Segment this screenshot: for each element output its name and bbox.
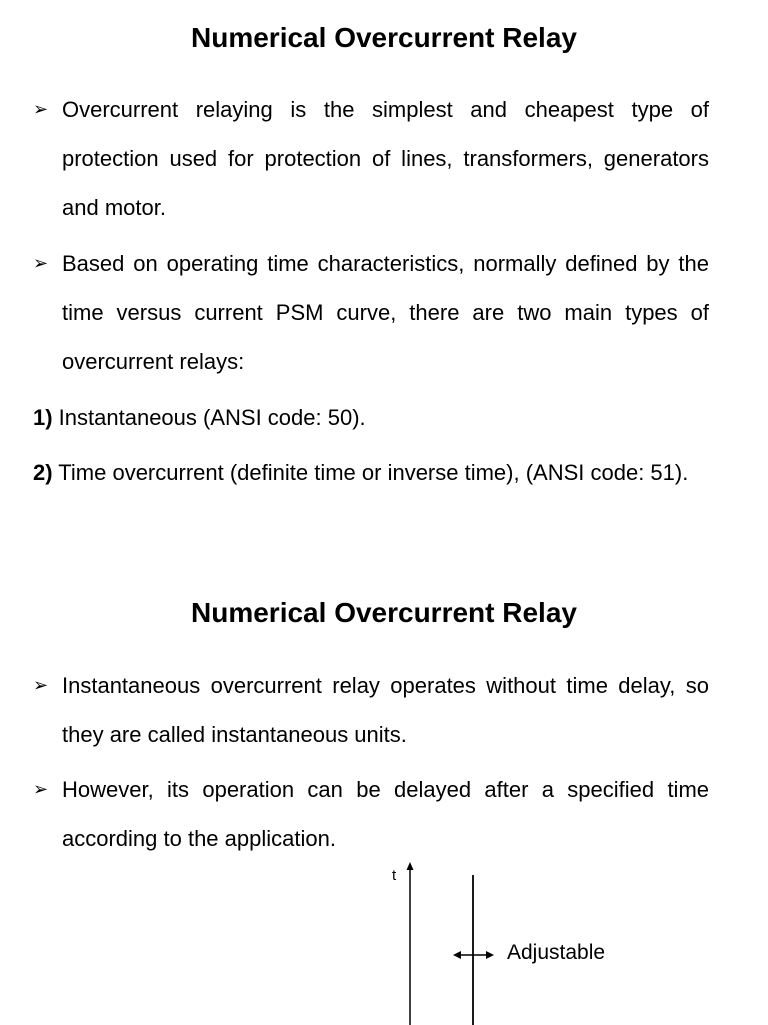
bullet-text: Overcurrent relaying is the simplest and cheapest type of protection used for protection of lines, transformers, generators and motor. bbox=[62, 97, 709, 220]
numbered-item-1 bbox=[33, 393, 709, 442]
section1-bullet-2 bbox=[33, 239, 709, 386]
time-current-diagram bbox=[380, 855, 680, 1025]
bullet-text: However, its operation can be delayed after a specified time according to the application. bbox=[62, 777, 709, 851]
section2-bullet-2 bbox=[33, 765, 709, 863]
section2-title: Numerical Overcurrent Relay bbox=[191, 597, 577, 628]
section1-bullet-1 bbox=[33, 85, 709, 232]
item-text: Time overcurrent (definite time or inverse time), (ANSI code: 51). bbox=[52, 460, 689, 485]
adjustable-label: Adjustable bbox=[507, 941, 606, 964]
bullet-text: Based on operating time characteristics, normally defined by the time versus current PSM curve, there are two main types of overcurrent relays: bbox=[62, 251, 709, 374]
arrow-bullet-icon: ➢ bbox=[33, 675, 49, 695]
time-axis-label: t bbox=[392, 867, 397, 884]
item-text: Instantaneous (ANSI code: 50). bbox=[52, 405, 366, 430]
arrow-bullet-icon: ➢ bbox=[33, 99, 49, 119]
numbered-item-2 bbox=[33, 448, 709, 497]
bullet-text: Instantaneous overcurrent relay operates without time delay, so they are called instantaneous units. bbox=[62, 673, 709, 747]
arrow-bullet-icon: ➢ bbox=[33, 779, 49, 799]
item-number: 1) bbox=[33, 405, 53, 430]
item-number: 2) bbox=[33, 460, 53, 485]
section1-title: Numerical Overcurrent Relay bbox=[191, 22, 577, 53]
time-axis-arrowhead-icon bbox=[407, 862, 414, 870]
arrow-bullet-icon: ➢ bbox=[33, 253, 49, 273]
section2-bullet-1 bbox=[33, 661, 709, 759]
